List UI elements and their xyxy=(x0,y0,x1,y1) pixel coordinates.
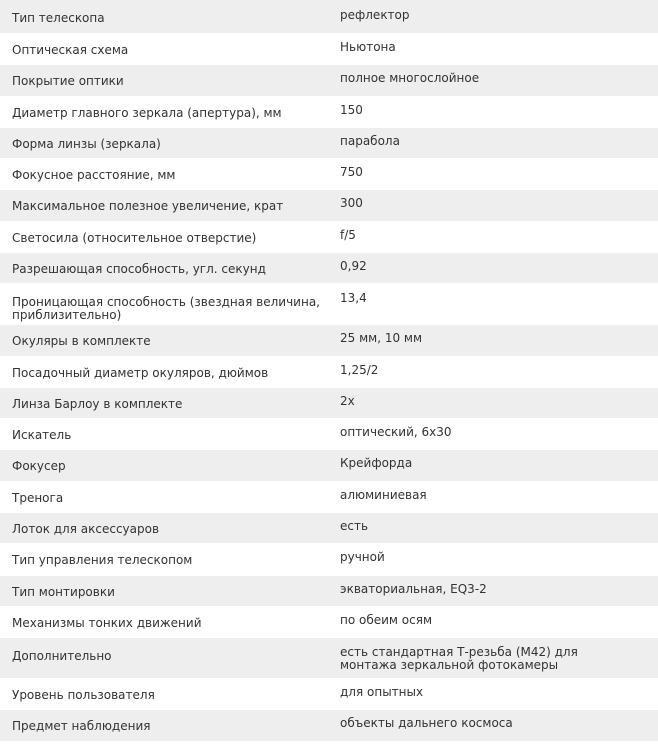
spec-row xyxy=(0,284,658,325)
spec-row xyxy=(0,388,658,419)
spec-label: Механизмы тонких движений xyxy=(12,615,202,630)
spec-row xyxy=(0,190,658,221)
spec-label: Уровень пользователя xyxy=(12,688,155,703)
spec-label: Лоток для аксессуаров xyxy=(12,522,160,537)
spec-value: Ньютона xyxy=(340,40,396,54)
spec-value: полное многослойное xyxy=(340,71,480,86)
spec-row xyxy=(0,253,658,284)
spec-row xyxy=(0,450,658,481)
spec-row xyxy=(0,128,658,159)
spec-row xyxy=(0,325,658,356)
spec-label: Линза Барлоу в комплекте xyxy=(12,396,183,411)
spec-label: Форма линзы (зеркала) xyxy=(12,136,161,151)
spec-row xyxy=(0,419,658,450)
spec-row xyxy=(0,65,658,96)
spec-value: 150 xyxy=(340,102,363,117)
spec-value: рефлектор xyxy=(340,8,410,22)
spec-value: 2x xyxy=(340,393,355,408)
spec-row xyxy=(0,482,658,513)
spec-label: Тип телескопа xyxy=(12,11,105,25)
spec-row xyxy=(0,34,658,65)
spec-value: парабола xyxy=(340,133,400,148)
spec-value: Крейфорда xyxy=(340,456,413,471)
spec-row xyxy=(0,357,658,388)
spec-value: алюминиевая xyxy=(340,487,427,502)
spec-label: Фокусер xyxy=(12,459,66,474)
spec-label: Светосила (относительное отверстие) xyxy=(12,230,257,245)
spec-row xyxy=(0,576,658,607)
spec-value: 1,25/2 xyxy=(340,362,379,377)
spec-value: объекты дальнего космоса xyxy=(340,716,513,731)
spec-label: Проницающая способность (звездная величина, приблизительно) xyxy=(12,295,320,323)
spec-value: 13,4 xyxy=(340,291,367,306)
spec-value: по обеим осям xyxy=(340,612,433,627)
spec-label: Диаметр главного зеркала (апертура), мм xyxy=(12,105,282,120)
spec-value: 0,92 xyxy=(340,259,367,274)
spec-row xyxy=(0,513,658,544)
spec-value: 300 xyxy=(340,196,363,211)
spec-label: Тип управления телескопом xyxy=(12,553,193,568)
spec-value: есть xyxy=(340,519,369,534)
spec-label: Тренога xyxy=(12,490,64,505)
spec-value: f/5 xyxy=(340,227,356,242)
spec-row xyxy=(0,607,658,638)
spec-row xyxy=(0,0,658,34)
spec-label: Тип монтировки xyxy=(12,584,115,599)
spec-label: Максимальное полезное увеличение, крат xyxy=(12,199,284,214)
spec-value: 750 xyxy=(340,165,363,180)
spec-label: Покрытие оптики xyxy=(12,74,124,89)
spec-label: Посадочный диаметр окуляров, дюймов xyxy=(12,365,269,380)
spec-row xyxy=(0,222,658,253)
spec-row xyxy=(0,159,658,190)
spec-label: Оптическая схема xyxy=(12,43,129,57)
spec-row xyxy=(0,97,658,128)
spec-row xyxy=(0,710,658,741)
spec-value: ручной xyxy=(340,550,385,565)
spec-value: 25 мм, 10 мм xyxy=(340,331,423,346)
spec-value: экваториальная, EQ3-2 xyxy=(340,581,487,596)
spec-label: Окуляры в комплекте xyxy=(12,334,151,349)
spec-label: Фокусное расстояние, мм xyxy=(12,168,176,183)
spec-label: Предмет наблюдения xyxy=(12,719,151,734)
spec-value: оптический, 6x30 xyxy=(340,425,452,440)
spec-label: Искатель xyxy=(12,428,72,443)
spec-value: есть стандартная Т-резьба (М42) для монтажа зеркальной фотокамеры xyxy=(340,645,578,673)
spec-label: Разрешающая способность, угл. секунд xyxy=(12,262,266,277)
spec-label: Дополнительно xyxy=(12,649,112,664)
spec-row xyxy=(0,679,658,710)
spec-row xyxy=(0,638,658,679)
spec-value: для опытных xyxy=(340,685,424,700)
spec-row xyxy=(0,544,658,575)
